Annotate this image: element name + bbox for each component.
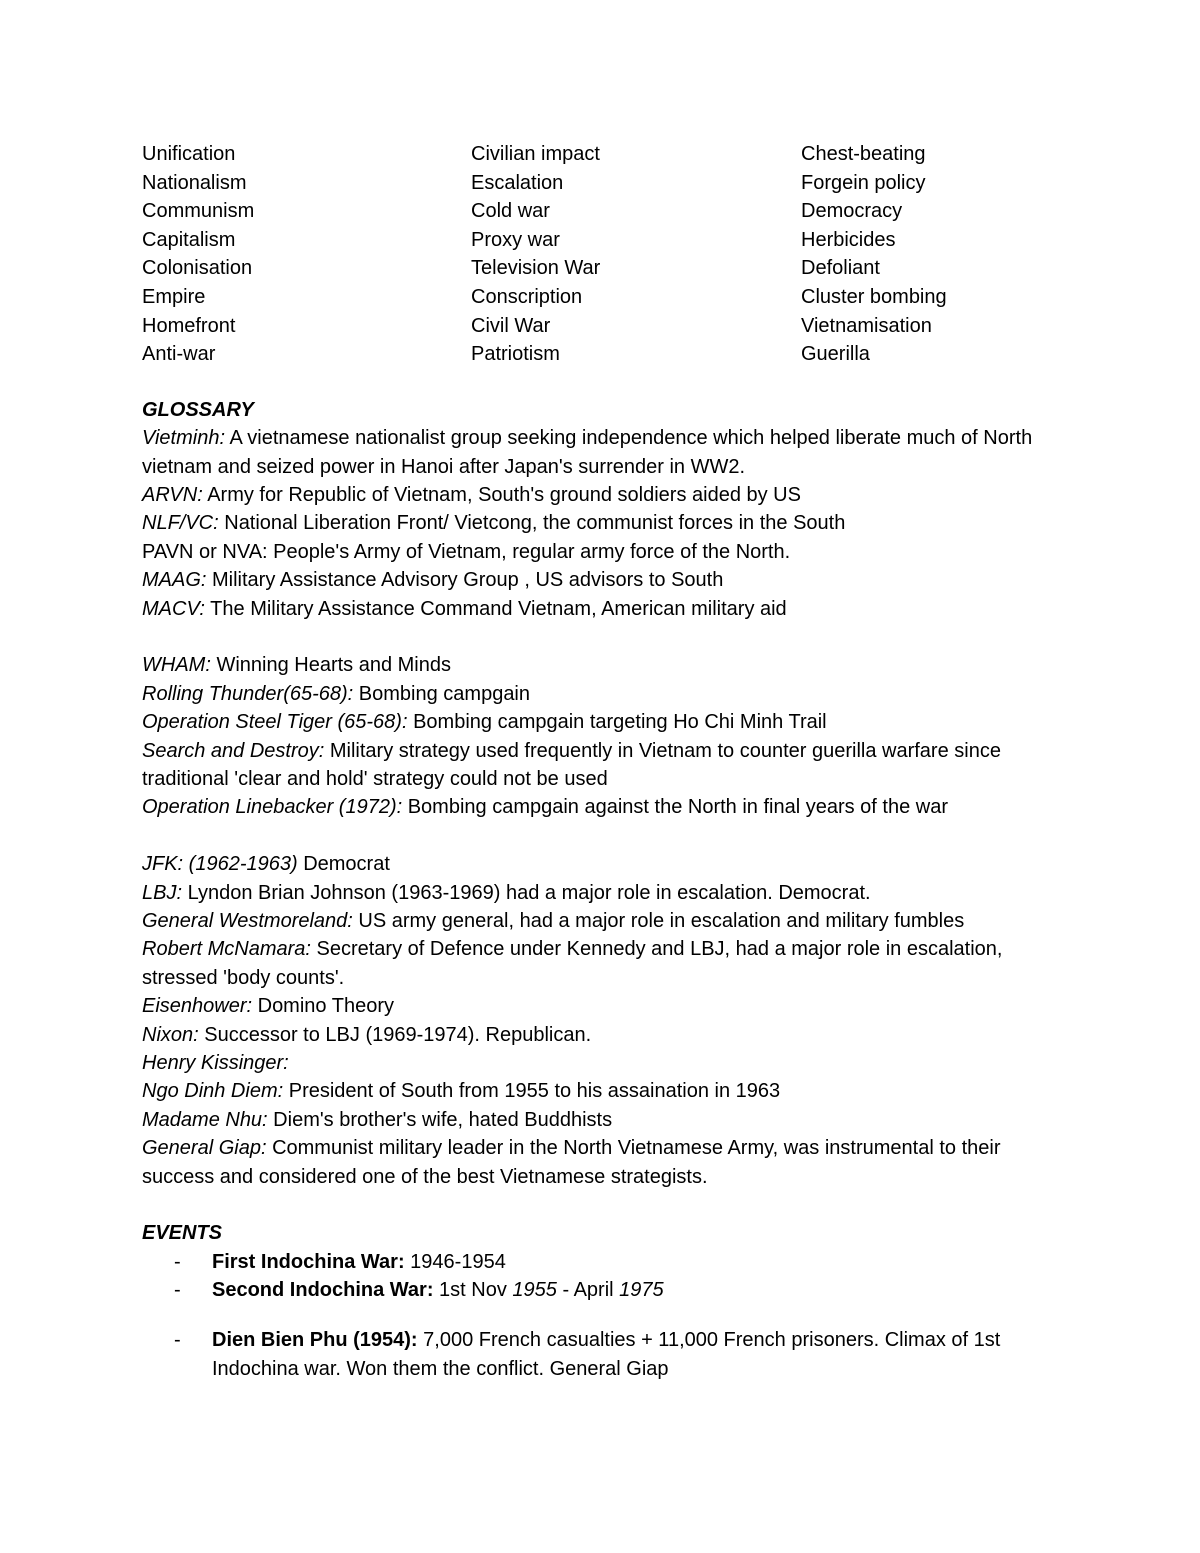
blank-line bbox=[142, 623, 1062, 651]
glossary-section bbox=[142, 396, 1062, 1191]
term: Anti-war bbox=[142, 343, 216, 366]
glossary-definition: Winning Hearts and Minds bbox=[210, 654, 451, 677]
term: Cluster bombing bbox=[801, 285, 947, 308]
glossary-entry bbox=[142, 651, 1062, 679]
event-text: - April bbox=[556, 1278, 620, 1301]
glossary-entry bbox=[142, 509, 1062, 537]
glossary-term: Eisenhower: bbox=[142, 995, 253, 1018]
event-year: 1955 bbox=[512, 1278, 557, 1301]
glossary-definition: Successor to LBJ (1969-1974). Republican. bbox=[198, 1023, 592, 1046]
term: Communism bbox=[142, 200, 255, 223]
glossary-definition: PAVN or NVA: People's Army of Vietnam, regular army force of the North. bbox=[142, 540, 791, 563]
dash-bullet: - bbox=[174, 1250, 181, 1273]
term: Cold war bbox=[471, 200, 550, 223]
glossary-entry bbox=[142, 1049, 1062, 1077]
glossary-entry bbox=[142, 595, 1062, 623]
glossary-term: MAAG: bbox=[142, 569, 207, 592]
term: Unification bbox=[142, 143, 236, 165]
event-item bbox=[142, 1326, 1062, 1383]
glossary-term: General Giap: bbox=[142, 1137, 267, 1160]
glossary-entry bbox=[142, 566, 1062, 594]
glossary-definition: Domino Theory bbox=[252, 995, 394, 1018]
terms-column-3 bbox=[801, 140, 1061, 369]
terms-column-2 bbox=[471, 140, 801, 369]
glossary-definition: A vietnamese nationalist group seeking independence which helped liberate much of North vietnam and seized power in Hanoi after Japan's surrender in WW2. bbox=[142, 427, 1033, 478]
dash-bullet: - bbox=[174, 1329, 181, 1352]
event-label: Second Indochina War: bbox=[212, 1278, 434, 1301]
glossary-entry bbox=[142, 1021, 1062, 1049]
glossary-definition: The Military Assistance Command Vietnam, American military aid bbox=[204, 597, 787, 620]
term: Civilian impact bbox=[471, 143, 600, 165]
term: Vietnamisation bbox=[801, 314, 932, 337]
glossary-definition: Military Assistance Advisory Group , US advisors to South bbox=[206, 569, 724, 592]
glossary-entry bbox=[142, 850, 1062, 878]
glossary-definition: National Liberation Front/ Vietcong, the communist forces in the South bbox=[218, 512, 846, 535]
glossary-definition: Bombing campgain against the North in final years of the war bbox=[402, 796, 949, 819]
glossary-term: Operation Linebacker (1972): bbox=[142, 796, 403, 819]
terms-column-1 bbox=[142, 140, 471, 369]
glossary-term: LBJ: bbox=[142, 881, 183, 904]
term: Patriotism bbox=[471, 343, 560, 366]
term: Defoliant bbox=[801, 257, 880, 280]
term: Chest-beating bbox=[801, 143, 926, 165]
glossary-definition: Lyndon Brian Johnson (1963-1969) had a major role in escalation. Democrat. bbox=[182, 881, 871, 904]
glossary-definition: US army general, had a major role in escalation and military fumbles bbox=[352, 910, 965, 933]
glossary-term: Henry Kissinger: bbox=[142, 1052, 289, 1075]
event-text: 1st Nov bbox=[433, 1278, 513, 1301]
glossary-term: General Westmoreland: bbox=[142, 910, 353, 933]
glossary-definition: Bombing campgain targeting Ho Chi Minh Trail bbox=[407, 711, 827, 734]
glossary-definition: Communist military leader in the North Vietnamese Army, was instrumental to their success and considered one of the best Vietnamese strategists. bbox=[142, 1137, 1001, 1188]
glossary-entry bbox=[142, 1134, 1062, 1191]
term: Empire bbox=[142, 285, 206, 308]
term: Democracy bbox=[801, 200, 903, 223]
glossary-group-people bbox=[142, 850, 1062, 1191]
glossary-term: MACV: bbox=[142, 597, 205, 620]
glossary-term: Operation Steel Tiger (65-68): bbox=[142, 711, 408, 734]
glossary-term: WHAM: bbox=[142, 654, 211, 677]
glossary-term: Nixon: bbox=[142, 1023, 199, 1046]
events-heading: EVENTS bbox=[142, 1222, 223, 1245]
glossary-term: Madame Nhu: bbox=[142, 1108, 268, 1131]
glossary-definition: Democrat bbox=[297, 853, 390, 876]
glossary-entry bbox=[142, 424, 1062, 481]
term: Conscription bbox=[471, 285, 583, 308]
blank-line bbox=[142, 822, 1062, 850]
glossary-group-strategies bbox=[142, 651, 1062, 821]
glossary-entry bbox=[142, 935, 1062, 992]
glossary-entry bbox=[142, 879, 1062, 907]
glossary-term: NLF/VC: bbox=[142, 512, 219, 535]
term: Civil War bbox=[471, 314, 551, 337]
event-item bbox=[142, 1248, 1062, 1276]
glossary-group-organisations bbox=[142, 424, 1062, 623]
term: Forgein policy bbox=[801, 171, 926, 194]
term: Nationalism bbox=[142, 171, 247, 194]
glossary-entry bbox=[142, 708, 1062, 736]
glossary-entry bbox=[142, 538, 1062, 566]
glossary-definition: Military strategy used frequently in Vietnam to counter guerilla warfare since traditional 'clear and hold' strategy could not be used bbox=[142, 739, 1001, 791]
term: Television War bbox=[471, 257, 601, 280]
term: Guerilla bbox=[801, 343, 870, 366]
glossary-entry bbox=[142, 680, 1062, 708]
glossary-term: JFK: (1962-1963) bbox=[142, 853, 298, 876]
glossary-entry bbox=[142, 737, 1062, 794]
dash-bullet: - bbox=[174, 1278, 181, 1301]
event-item bbox=[142, 1276, 1062, 1304]
glossary-entry bbox=[142, 1077, 1062, 1105]
glossary-term: ARVN: bbox=[142, 483, 203, 506]
event-label: First Indochina War: bbox=[212, 1250, 405, 1273]
event-text: 1946-1954 bbox=[404, 1250, 506, 1273]
term: Proxy war bbox=[471, 228, 560, 251]
document-page bbox=[142, 140, 1062, 1383]
term: Homefront bbox=[142, 314, 236, 337]
glossary-term: Robert McNamara: bbox=[142, 938, 311, 961]
glossary-definition: Secretary of Defence under Kennedy and LBJ, had a major role in escalation, stressed 'body counts'. bbox=[142, 938, 1003, 989]
event-label: Dien Bien Phu (1954): bbox=[212, 1329, 418, 1352]
term: Herbicides bbox=[801, 228, 896, 251]
events-section bbox=[142, 1219, 1062, 1383]
blank-line bbox=[142, 1304, 1062, 1326]
glossary-entry bbox=[142, 481, 1062, 509]
glossary-definition: Army for Republic of Vietnam, South's ground soldiers aided by US bbox=[202, 483, 801, 506]
glossary-term: Rolling Thunder(65-68): bbox=[142, 682, 354, 705]
glossary-definition: Bombing campgain bbox=[353, 682, 531, 705]
glossary-entry bbox=[142, 1106, 1062, 1134]
term: Escalation bbox=[471, 171, 564, 194]
glossary-term: Vietminh: bbox=[142, 427, 226, 450]
term: Capitalism bbox=[142, 228, 236, 251]
glossary-entry bbox=[142, 793, 1062, 821]
glossary-heading: GLOSSARY bbox=[142, 398, 254, 421]
glossary-definition: President of South from 1955 to his assaination in 1963 bbox=[283, 1080, 781, 1103]
term: Colonisation bbox=[142, 257, 253, 280]
glossary-definition: Diem's brother's wife, hated Buddhists bbox=[267, 1108, 613, 1131]
events-list bbox=[142, 1248, 1062, 1384]
glossary-entry bbox=[142, 992, 1062, 1020]
key-terms-table bbox=[142, 140, 1062, 369]
glossary-entry bbox=[142, 907, 1062, 935]
event-year: 1975 bbox=[619, 1278, 664, 1301]
glossary-term: Search and Destroy: bbox=[142, 739, 325, 762]
event-text: 7,000 French casualties + 11,000 French prisoners. Climax of 1st Indochina war. Won them the conflict. General Giap bbox=[212, 1329, 1001, 1380]
glossary-term: Ngo Dinh Diem: bbox=[142, 1080, 284, 1103]
